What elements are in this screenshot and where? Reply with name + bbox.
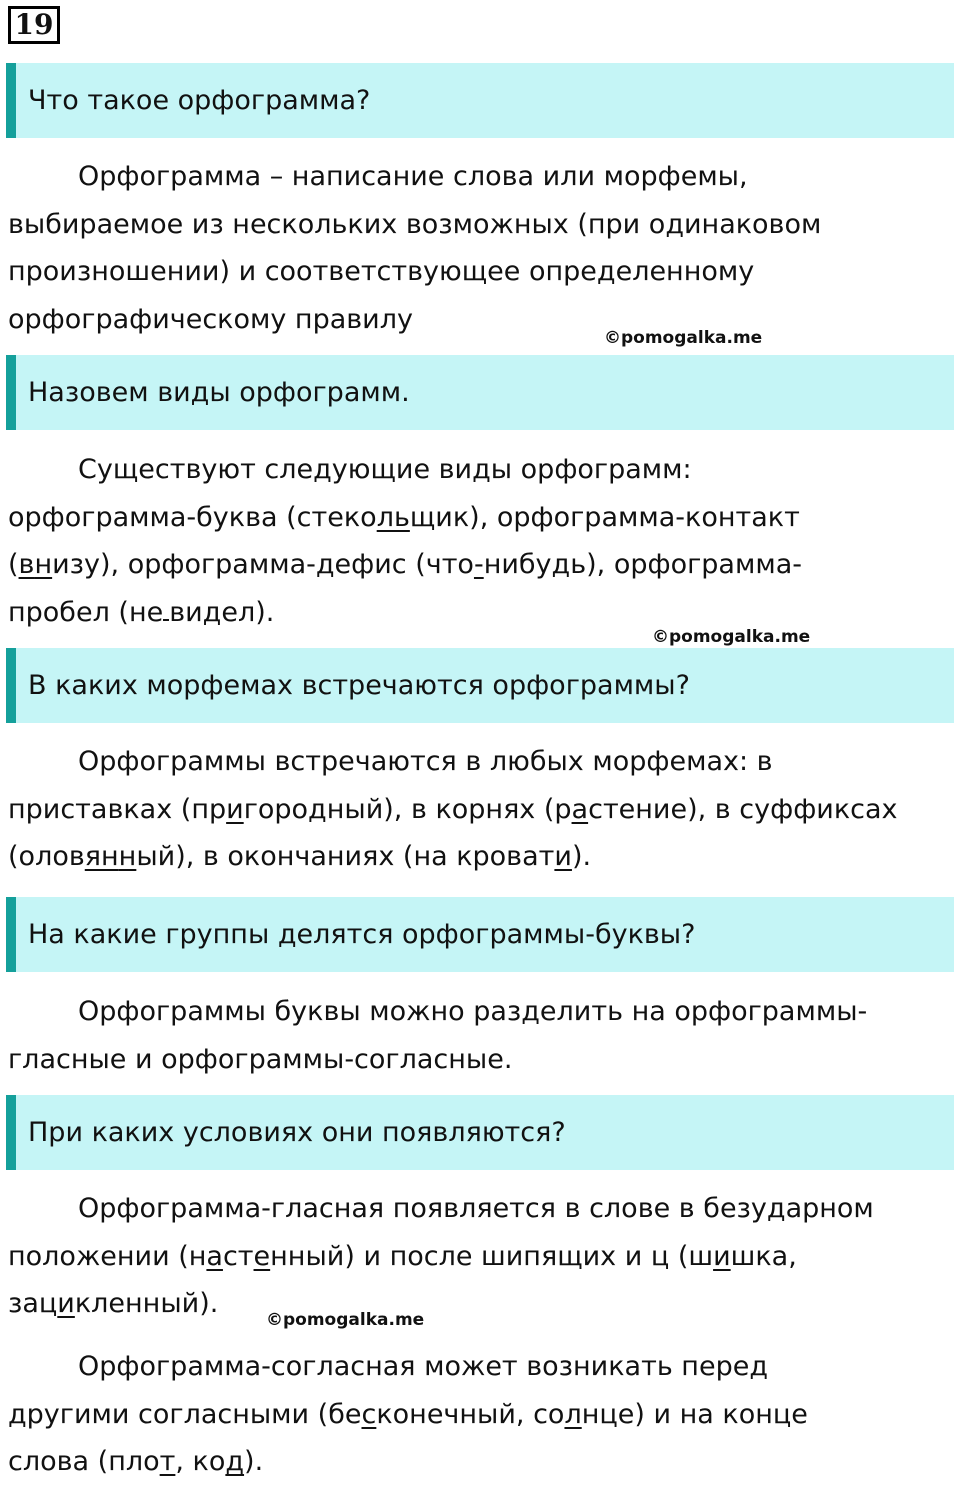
question-morphemes: В каких морфемах встречаются орфограммы? (6, 648, 954, 723)
answer-what-is-orthogram (8, 153, 953, 343)
watermark: ©pomogalka.me (652, 627, 811, 647)
watermark: ©pomogalka.me (266, 1310, 425, 1330)
answer-line: положении (настенный) и после шипящих и ц (шишка, (8, 1240, 797, 1272)
answer-line: (внизу), орфограмма-дефис (что-нибудь), орфограмма- (8, 549, 802, 580)
watermark: ©pomogalka.me (604, 328, 763, 348)
answer-morphemes (8, 738, 953, 881)
answer-line: Орфограмма-гласная появляется в слове в безударном (78, 1193, 874, 1224)
question-conditions: При каких условиях они появляются? (6, 1095, 954, 1170)
answer-line: Орфограмма-согласная может возникать перед (78, 1351, 768, 1382)
answer-line: Орфограммы встречаются в любых морфемах: в (78, 746, 773, 777)
answer-line: приставках (пригородный), в корнях (растение), в суффиксах (8, 793, 898, 825)
answer-line: орфограмма-буква (стекольщик), орфограмма-контакт (8, 501, 800, 533)
answer-orthogram-types (8, 446, 953, 636)
answer-line: Орфограмма – написание слова или морфемы, (78, 161, 748, 192)
answer-line: зацикленный). (8, 1288, 219, 1319)
answer-conditions (8, 1185, 953, 1328)
answer-line: пробел (не видел). (8, 596, 275, 628)
answer-line: выбираемое из нескольких возможных (при одинаковом (8, 208, 822, 240)
answer-line: Существуют следующие виды орфограмм: (78, 454, 692, 485)
answer-line: другими согласными (бесконечный, солнце) и на конце (8, 1398, 808, 1430)
answer-line: слова (плот, код). (8, 1446, 264, 1477)
question-orthogram-types: Назовем виды орфограмм. (6, 355, 954, 430)
answer-line: (оловянный), в окончаниях (на кровати). (8, 841, 592, 872)
answer-consonants (8, 1343, 953, 1486)
answer-line: гласные и орфограммы-согласные. (8, 1043, 513, 1075)
answer-line: орфографическому правилу (8, 303, 413, 335)
answer-letter-groups (8, 988, 953, 1083)
task-number: 19 (8, 6, 60, 44)
question-letter-groups: На какие группы делятся орфограммы-буквы? (6, 897, 954, 972)
question-what-is-orthogram: Что такое орфограмма? (6, 63, 954, 138)
answer-line: произношении) и соответствующее определенному (8, 256, 755, 287)
answer-line: Орфограммы буквы можно разделить на орфограммы- (78, 996, 868, 1027)
